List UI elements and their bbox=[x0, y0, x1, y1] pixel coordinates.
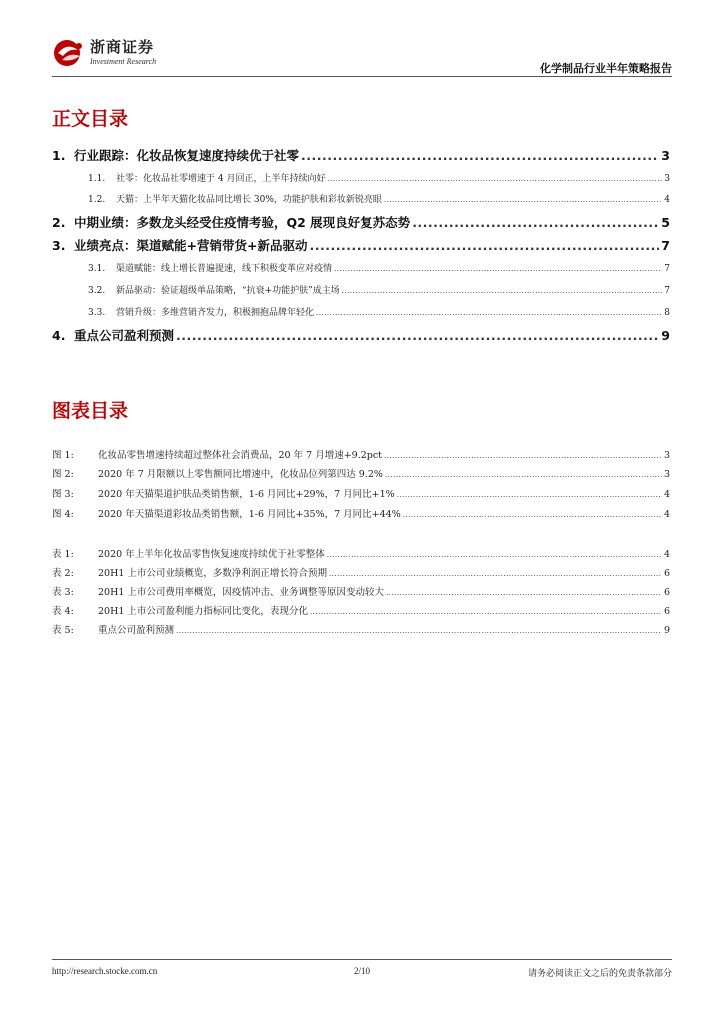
toc-entry-page: 7 bbox=[661, 238, 670, 253]
table-text: 20H1 上市公司盈利能力指标同比变化，表现分化 bbox=[98, 606, 308, 617]
table-number: 表 4: bbox=[52, 606, 74, 617]
toc-entry-number: 3. bbox=[52, 238, 66, 253]
header-divider bbox=[52, 76, 672, 77]
toc-entry-2[interactable] bbox=[52, 213, 670, 231]
toc-entry-1-2[interactable] bbox=[88, 192, 670, 205]
toc-entry-number: 3.1. bbox=[88, 264, 106, 274]
footer-url-link[interactable]: http://research.stocke.com.cn bbox=[52, 966, 158, 976]
toc-entry-page: 7 bbox=[664, 264, 670, 274]
table-text: 重点公司盈利预测 bbox=[98, 625, 175, 636]
toc-leader-dots bbox=[334, 265, 662, 273]
figure-number: 图 1: bbox=[52, 450, 74, 461]
toc-leader-dots bbox=[384, 452, 662, 460]
toc-entry-page: 4 bbox=[664, 195, 670, 205]
figure-page: 3 bbox=[663, 450, 670, 461]
toc-leader-dots bbox=[403, 511, 662, 519]
table-page: 4 bbox=[663, 549, 670, 560]
figures-title: 图表目录 bbox=[52, 400, 129, 422]
toc-entry-number: 1.2. bbox=[88, 195, 106, 205]
toc-leader-dots bbox=[385, 471, 662, 479]
toc-entry-text: 社零：化妆品社零增速于 4 月回正，上半年持续向好 bbox=[116, 174, 326, 184]
toc-entry-number: 2. bbox=[52, 215, 66, 230]
figure-text: 2020 年 7 月限额以上零售额同比增速中，化妆品位列第四达 9.2% bbox=[98, 469, 383, 480]
toc-entry-page: 7 bbox=[664, 286, 670, 296]
toc-entry-text: 渠道赋能：线上增长普遍提速，线下积极变革应对疫情 bbox=[116, 264, 333, 274]
logo-name-en: Investment Research bbox=[90, 57, 157, 66]
toc-leader-dots bbox=[310, 608, 662, 616]
toc-entry-1-1[interactable] bbox=[88, 171, 670, 184]
toc-entry-3[interactable] bbox=[52, 236, 670, 254]
table-entry-4[interactable] bbox=[52, 603, 670, 617]
table-text: 20H1 上市公司费用率概览，因疫情冲击、业务调整等原因变动较大 bbox=[98, 587, 384, 598]
toc-title: 正文目录 bbox=[52, 108, 129, 130]
toc-entry-4[interactable] bbox=[52, 326, 670, 344]
table-number: 表 3: bbox=[52, 587, 74, 598]
figure-number: 图 4: bbox=[52, 509, 74, 520]
footer-page-number: 2/10 bbox=[354, 966, 371, 976]
table-entry-3[interactable] bbox=[52, 584, 670, 598]
toc-entry-3-2[interactable] bbox=[88, 283, 670, 296]
toc-leader-dots bbox=[309, 238, 659, 253]
table-page: 9 bbox=[663, 625, 670, 636]
table-entry-5[interactable] bbox=[52, 622, 670, 636]
toc-leader-dots bbox=[384, 196, 662, 204]
table-page: 6 bbox=[663, 568, 670, 579]
table-text: 2020 年上半年化妆品零售恢复速度持续优于社零整体 bbox=[98, 549, 325, 560]
figure-entry-1[interactable] bbox=[52, 447, 670, 461]
toc-leader-dots bbox=[301, 148, 659, 163]
page-header bbox=[52, 38, 672, 78]
toc-leader-dots bbox=[316, 309, 662, 317]
table-number: 表 5: bbox=[52, 625, 74, 636]
toc-entry-number: 3.2. bbox=[88, 286, 106, 296]
toc-entry-3-3[interactable] bbox=[88, 305, 670, 318]
toc-entry-number: 3.3. bbox=[88, 308, 106, 318]
toc-entry-text: 营销升级：多维营销齐发力，积极拥抱品牌年轻化 bbox=[116, 308, 315, 318]
toc-entry-text: 新品驱动：验证超级单品策略，“抗衰+功能护肤”成主场 bbox=[116, 286, 340, 296]
toc-entry-text: 重点公司盈利预测 bbox=[74, 328, 175, 343]
toc-entry-1[interactable] bbox=[52, 146, 670, 164]
figure-text: 2020 年天猫渠道护肤品类销售额，1-6 月同比+29%，7 月同比+1% bbox=[98, 489, 395, 500]
toc-entry-page: 9 bbox=[661, 328, 670, 343]
footer-disclaimer: 请务必阅读正文之后的免责条款部分 bbox=[527, 969, 672, 979]
figure-page: 4 bbox=[663, 509, 670, 520]
toc-entry-text: 中期业绩：多数龙头经受住疫情考验，Q2 展现良好复苏态势 bbox=[74, 215, 411, 230]
toc-entry-text: 天猫：上半年天猫化妆品同比增长 30%，功能护肤和彩妆新锐亮眼 bbox=[116, 195, 382, 205]
figure-entry-2[interactable] bbox=[52, 466, 670, 480]
table-entry-1[interactable] bbox=[52, 546, 670, 560]
toc-leader-dots bbox=[386, 589, 662, 597]
toc-entry-number: 4. bbox=[52, 328, 66, 343]
table-page: 6 bbox=[663, 587, 670, 598]
toc-leader-dots bbox=[327, 551, 662, 559]
toc-entry-number: 1.1. bbox=[88, 174, 106, 184]
figure-entry-3[interactable] bbox=[52, 486, 670, 500]
toc-entry-page: 8 bbox=[664, 308, 670, 318]
logo-name-cn: 浙商证券 bbox=[90, 38, 155, 56]
toc-leader-dots bbox=[176, 627, 662, 635]
figure-text: 化妆品零售增速持续超过整体社会消费品，20 年 7 月增速+9.2pct bbox=[98, 450, 382, 461]
figure-text: 2020 年天猫渠道彩妆品类销售额，1-6 月同比+35%，7 月同比+44% bbox=[98, 509, 401, 520]
figure-number: 图 3: bbox=[52, 489, 74, 500]
figure-number: 图 2: bbox=[52, 469, 74, 480]
figure-entry-4[interactable] bbox=[52, 506, 670, 520]
toc-entry-text: 业绩亮点：渠道赋能+营销带货+新品驱动 bbox=[74, 238, 308, 253]
toc-entry-page: 3 bbox=[664, 174, 670, 184]
figure-page: 4 bbox=[663, 489, 670, 500]
figure-page: 3 bbox=[663, 469, 670, 480]
toc-entry-text: 行业跟踪：化妆品恢复速度持续优于社零 bbox=[74, 148, 300, 163]
table-number: 表 2: bbox=[52, 568, 74, 579]
table-page: 6 bbox=[663, 606, 670, 617]
toc-entry-page: 5 bbox=[661, 215, 670, 230]
table-number: 表 1: bbox=[52, 549, 74, 560]
footer-divider bbox=[52, 959, 672, 960]
toc-entry-page: 3 bbox=[661, 148, 670, 163]
table-text: 20H1 上市公司业绩概览，多数净利润正增长符合预期 bbox=[98, 568, 327, 579]
toc-leader-dots bbox=[176, 328, 659, 343]
logo-mark-icon bbox=[52, 38, 86, 68]
company-logo bbox=[52, 38, 156, 68]
toc-leader-dots bbox=[342, 287, 663, 295]
table-entry-2[interactable] bbox=[52, 565, 670, 579]
toc-leader-dots bbox=[412, 215, 659, 230]
toc-entry-number: 1. bbox=[52, 148, 66, 163]
toc-leader-dots bbox=[329, 570, 662, 578]
toc-leader-dots bbox=[397, 491, 662, 499]
toc-leader-dots bbox=[327, 175, 662, 183]
report-title: 化学制品行业半年策略报告 bbox=[540, 62, 672, 75]
toc-entry-3-1[interactable] bbox=[88, 261, 670, 274]
